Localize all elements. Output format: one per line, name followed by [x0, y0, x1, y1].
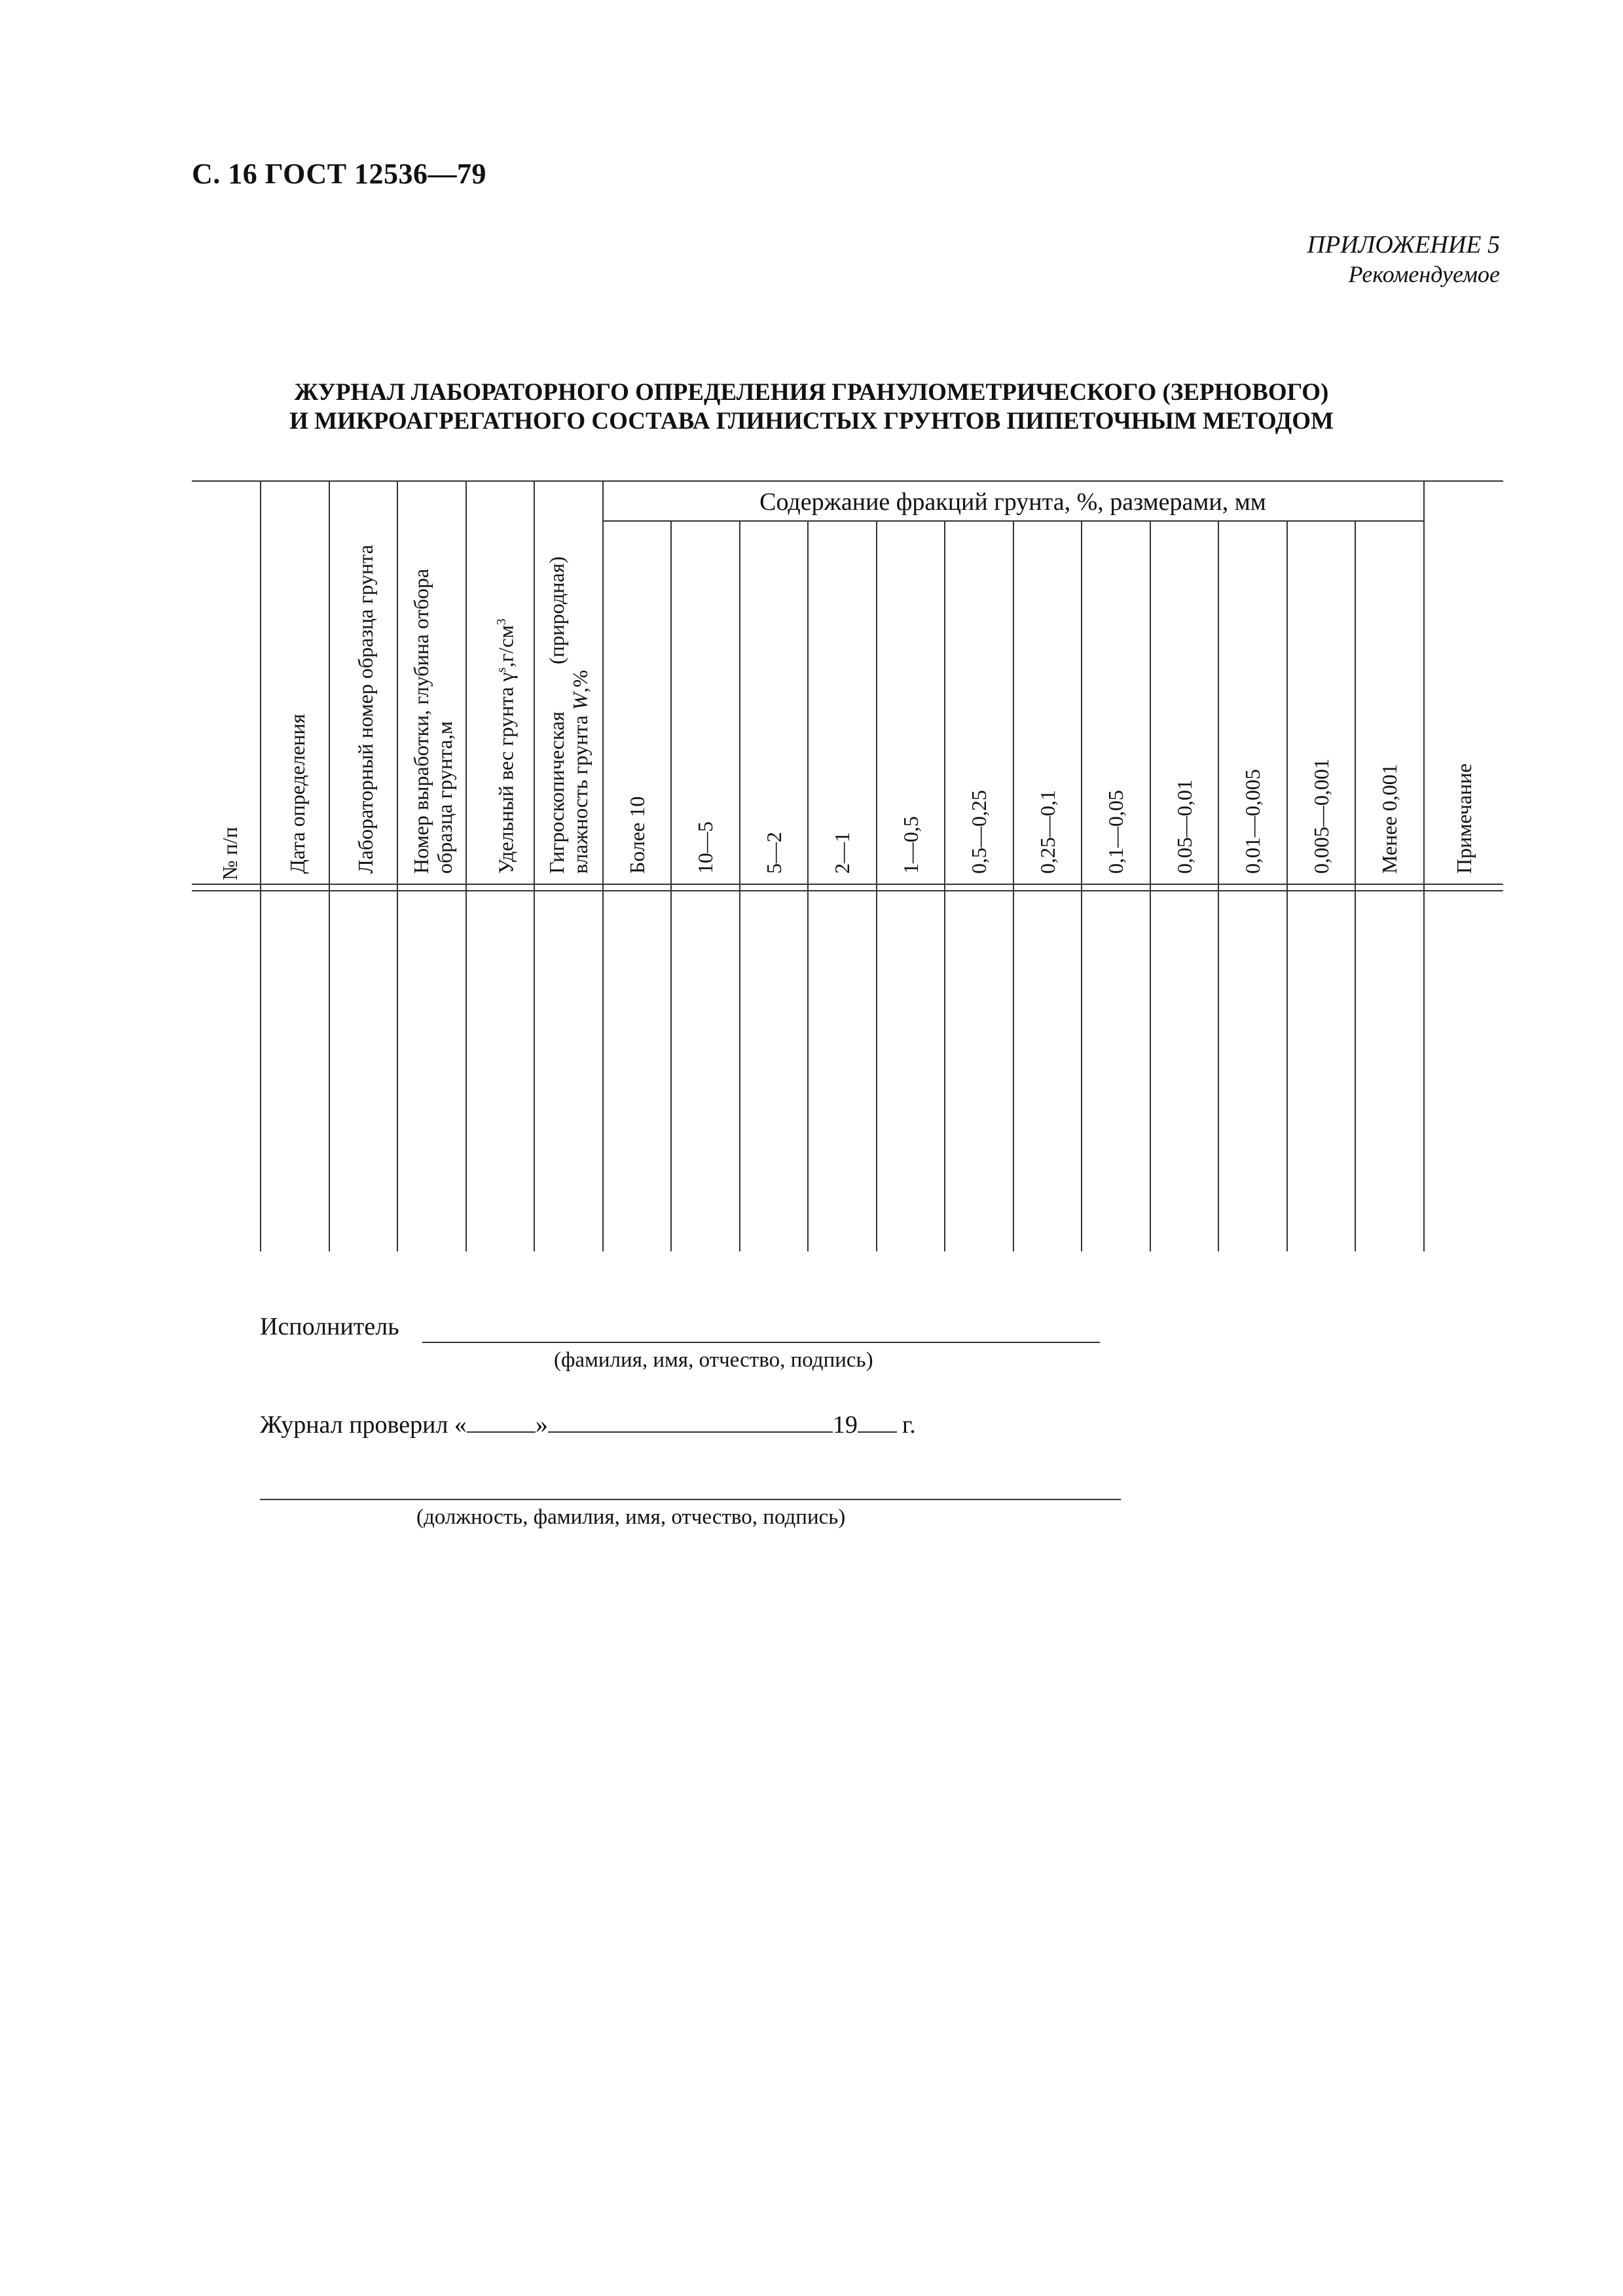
moisture-symbol: W	[568, 692, 592, 710]
header-bottom-rule-1	[192, 884, 1503, 885]
col-header-fraction: 5—2	[762, 832, 786, 874]
header-bottom-rule-2	[192, 890, 1503, 891]
col-divider	[1218, 520, 1219, 1251]
col-header-date: Дата определения	[285, 713, 309, 874]
col-header-fraction: Менее 0,001	[1377, 764, 1401, 874]
col-divider	[534, 480, 535, 1251]
executor-label: Исполнитель	[260, 1313, 399, 1340]
specific-weight-label: Удельный вес грунта γ	[494, 672, 518, 874]
col-divider	[670, 520, 672, 1251]
col-header-moisture-line1: Гигроскопическая (природная)	[545, 556, 568, 874]
table-top-rule	[192, 480, 1503, 482]
executor-hint: (фамилия, имя, отчество, подпись)	[554, 1348, 873, 1372]
specific-weight-sub: s	[494, 667, 509, 673]
col-header-note: Примечание	[1452, 763, 1476, 874]
col-header-fraction: 0,5—0,25	[967, 790, 991, 874]
col-divider	[260, 480, 261, 1251]
col-header-sample-line2: образца грунта,м	[433, 721, 456, 874]
col-header-specific-weight	[490, 619, 518, 874]
day-blank[interactable]	[467, 1431, 536, 1433]
appendix-label: ПРИЛОЖЕНИЕ 5	[1307, 231, 1500, 259]
appendix-block	[1307, 230, 1500, 288]
col-divider	[602, 480, 604, 1251]
title-line-2: И МИКРОАГРЕГАТНОГО СОСТАВА ГЛИНИСТЫХ ГРУНТОВ ПИПЕТОЧНЫМ МЕТОДОМ	[289, 408, 1334, 435]
col-divider	[944, 520, 945, 1251]
month-blank[interactable]	[548, 1431, 833, 1433]
moisture-label: влажность грунта	[568, 715, 592, 874]
checked-row	[260, 1410, 916, 1439]
col-header-fraction: 1—0,5	[899, 816, 922, 874]
col-divider	[1423, 480, 1425, 1251]
col-header-num: № п/п	[218, 827, 242, 880]
col-divider	[397, 480, 398, 1251]
appendix-status: Рекомендуемое	[1348, 261, 1500, 287]
col-divider	[1150, 520, 1151, 1251]
checked-year-suffix: г.	[902, 1411, 916, 1439]
col-header-fraction: Более 10	[625, 796, 649, 874]
checker-signature-line[interactable]	[260, 1499, 1121, 1500]
checked-label: Журнал проверил «	[260, 1411, 467, 1439]
col-header-fraction: 0,25—0,1	[1036, 790, 1059, 874]
year-blank[interactable]	[858, 1431, 897, 1433]
col-header-fraction: 0,005—0,001	[1309, 759, 1333, 874]
col-header-fraction: 0,05—0,01	[1173, 780, 1196, 874]
col-header-moisture-line2	[568, 670, 592, 874]
col-divider	[465, 480, 467, 1251]
document-title	[0, 378, 1623, 436]
executor-signature-line[interactable]	[422, 1342, 1100, 1343]
specific-weight-exp: 3	[494, 619, 509, 626]
col-divider	[1081, 520, 1082, 1251]
col-header-fraction: 0,1—0,05	[1104, 790, 1127, 874]
specific-weight-unit: ,г/см	[494, 625, 518, 668]
col-header-fraction: 10—5	[693, 821, 717, 874]
col-divider	[739, 520, 740, 1251]
checked-year: 19	[832, 1411, 858, 1439]
col-divider	[1355, 520, 1356, 1251]
checked-mid: »	[535, 1411, 548, 1439]
col-header-lab-number: Лабораторный номер образца грунта	[354, 545, 377, 874]
checker-hint: (должность, фамилия, имя, отчество, подпись)	[416, 1505, 846, 1529]
title-line-1: ЖУРНАЛ ЛАБОРАТОРНОГО ОПРЕДЕЛЕНИЯ ГРАНУЛОМЕТРИЧЕСКОГО (ЗЕРНОВОГО)	[294, 379, 1329, 406]
col-divider	[1286, 520, 1288, 1251]
col-header-fraction: 2—1	[830, 832, 854, 874]
page-header: С. 16 ГОСТ 12536—79	[192, 158, 487, 190]
col-divider	[329, 480, 330, 1251]
col-divider	[876, 520, 877, 1251]
col-divider	[1013, 520, 1014, 1251]
col-divider	[807, 520, 809, 1251]
moisture-unit: ,%	[568, 670, 592, 693]
col-header-fraction: 0,01—0,005	[1241, 769, 1264, 874]
fractions-header: Содержание фракций грунта, %, размерами, мм	[759, 488, 1266, 516]
col-header-sample-line1: Номер выработки, глубина отбора	[409, 568, 433, 874]
